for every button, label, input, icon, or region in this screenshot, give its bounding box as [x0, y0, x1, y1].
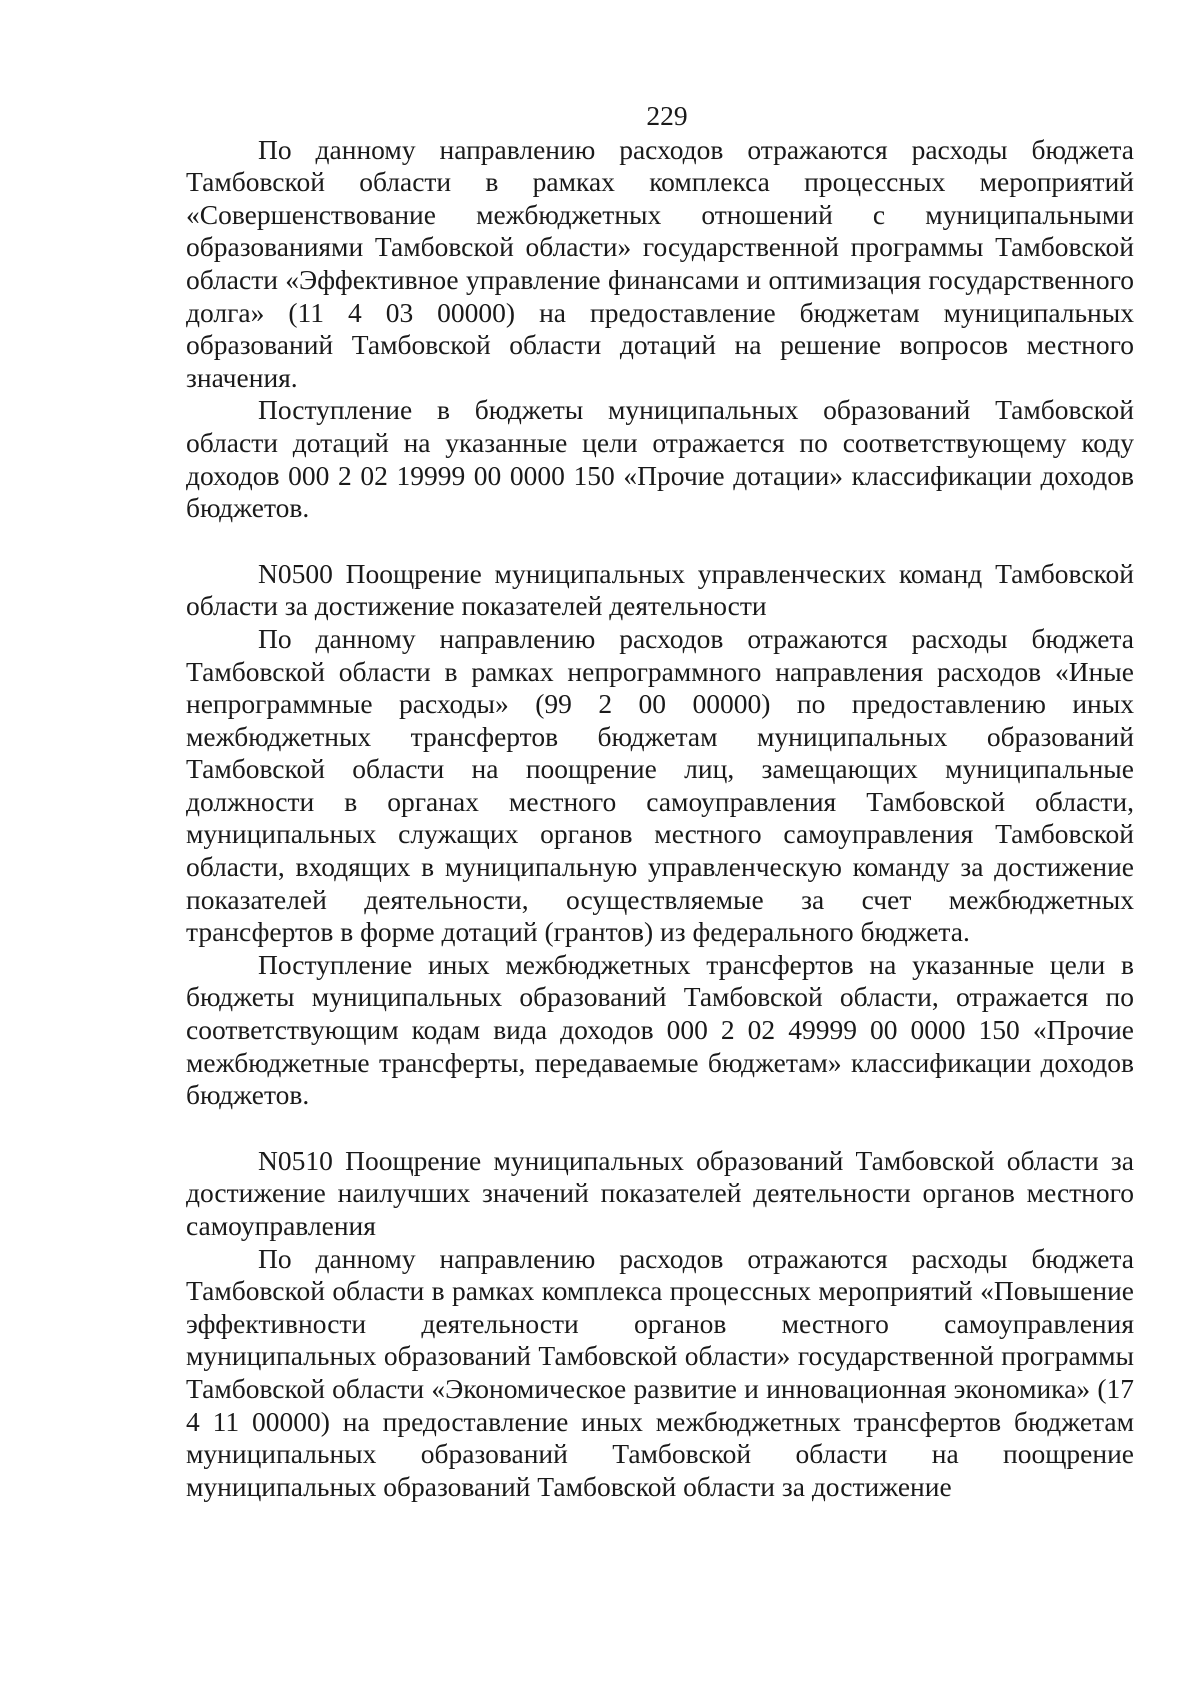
paragraph-direction-description-3: По данному направлению расходов отражаются расходы бюджета Тамбовской области в рамках комплекса процессных мероприятий «Повышение эффективности деятельности органов местного самоуправления муниципальных образований Тамбовской области» государственной программы Тамбовской области «Экономическое развитие и инновационная экономика» (17 4 11 00000) на предоставление иных межбюджетных трансфертов бюджетам муниципальных образований Тамбовской области на поощрение муниципальных образований Тамбовской области за достижение: [186, 1242, 1134, 1502]
section-heading-n0500: N0500 Поощрение муниципальных управленческих команд Тамбовской области за достижение показателей деятельности: [186, 557, 1134, 622]
section-heading-n0510: N0510 Поощрение муниципальных образований Тамбовской области за достижение наилучших значений показателей деятельности органов местного самоуправления: [186, 1144, 1134, 1241]
paragraph-revenue-code-2: Поступление иных межбюджетных трансфертов на указанные цели в бюджеты муниципальных образований Тамбовской области, отражается по соответствующим кодам вида доходов 000 2 02 49999 00 0000 150 «Прочие межбюджетные трансферты, передаваемые бюджетам» классификации доходов бюджетов.: [186, 948, 1134, 1111]
section-gap: [186, 525, 1134, 558]
section-gap: [186, 1112, 1134, 1145]
page-number: 229: [646, 100, 688, 131]
paragraph-direction-description-2: По данному направлению расходов отражаются расходы бюджета Тамбовской области в рамках непрограммного направления расходов «Иные непрограммные расходы» (99 2 00 00000) по предоставлению иных межбюджетных трансфертов бюджетам муниципальных образований Тамбовской области на поощрение лиц, замещающих муниципальные должности в органах местного самоуправления Тамбовской области, муниципальных служащих органов местного самоуправления Тамбовской области, входящих в муниципальную управленческую команду за достижение показателей деятельности, осуществляемые за счет межбюджетных трансфертов в форме дотаций (грантов) из федерального бюджета.: [186, 622, 1134, 948]
paragraph-direction-description-1: По данному направлению расходов отражаются расходы бюджета Тамбовской области в рамках комплекса процессных мероприятий «Совершенствование межбюджетных отношений с муниципальными образованиями Тамбовской области» государственной программы Тамбовской области «Эффективное управление финансами и оптимизация государственного долга» (11 4 03 00000) на предоставление бюджетам муниципальных образований Тамбовской области дотаций на решение вопросов местного значения.: [186, 133, 1134, 393]
paragraph-revenue-code-1: Поступление в бюджеты муниципальных образований Тамбовской области дотаций на указанные цели отражается по соответствующему коду доходов 000 2 02 19999 00 0000 150 «Прочие дотации» классификации доходов бюджетов.: [186, 394, 1134, 524]
document-page: [186, 100, 1134, 1503]
